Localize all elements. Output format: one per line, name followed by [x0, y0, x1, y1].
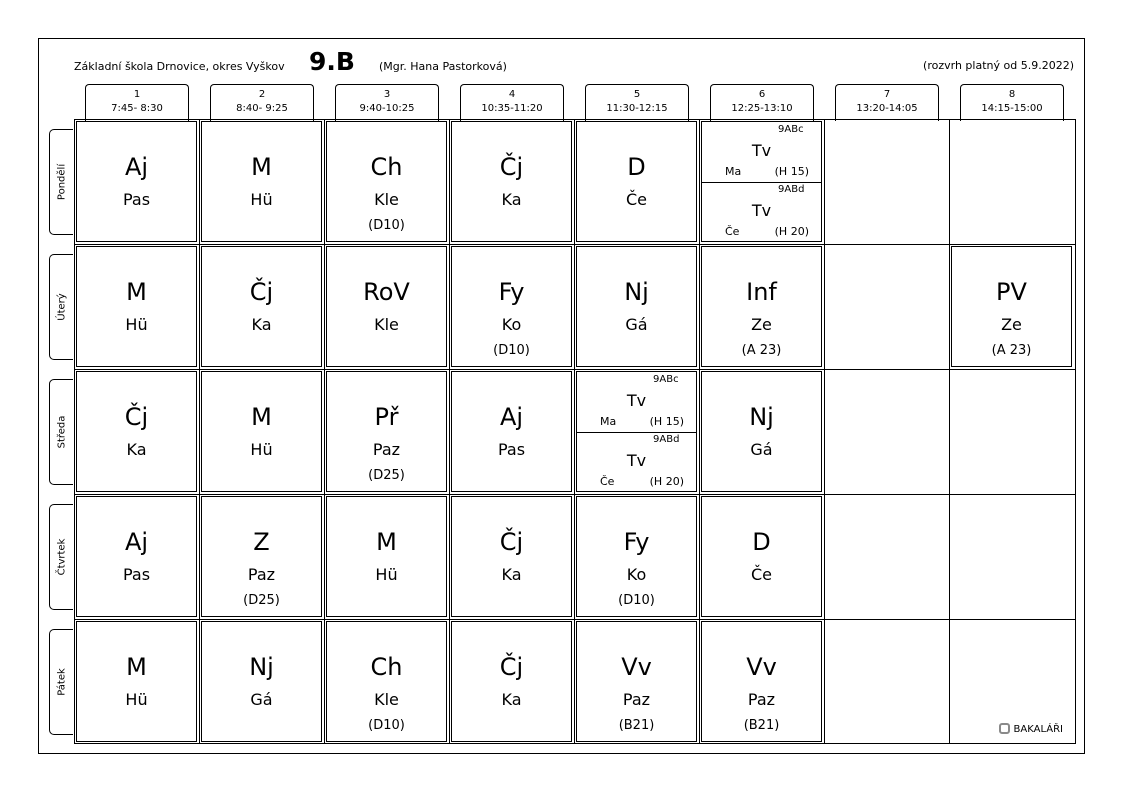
lesson-teacher: Če: [625, 190, 647, 209]
lesson-cell: [451, 121, 572, 242]
lesson-cell: [701, 246, 822, 367]
lesson-subject: Ch: [370, 153, 403, 181]
day-name: Pátek: [56, 668, 67, 696]
group-teacher: Ma: [600, 415, 617, 428]
lesson-teacher: Ka: [501, 565, 522, 584]
lesson-subject: D: [752, 528, 771, 556]
day-tab: [49, 629, 73, 735]
lesson-cell: [201, 621, 322, 742]
lesson-subject: Z: [253, 528, 270, 556]
period-time: 10:35-11:20: [481, 103, 543, 114]
lesson-subject: D: [627, 153, 646, 181]
lesson-cell: [76, 121, 197, 242]
lesson-cell: [76, 496, 197, 617]
period-number: 7: [883, 89, 891, 100]
lesson-teacher: Hü: [250, 190, 273, 209]
period-time: 13:20-14:05: [856, 103, 918, 114]
lesson-room: (D10): [368, 718, 405, 733]
group-teacher: Ma: [725, 165, 742, 178]
timetable-sheet: [38, 38, 1085, 754]
lesson-cell: [451, 246, 572, 367]
row-separator: [75, 619, 1075, 620]
lesson-subject: Aj: [124, 153, 149, 181]
day-name: Středa: [56, 415, 67, 449]
period-time: 12:25-13:10: [731, 103, 793, 114]
column-separator: [699, 120, 700, 743]
lesson-subject: Vv: [746, 653, 777, 681]
lesson-teacher: Hü: [125, 690, 148, 709]
lesson-teacher: Ka: [251, 315, 272, 334]
lesson-teacher: Kle: [374, 190, 399, 209]
lesson-cell: [326, 496, 447, 617]
group-room: (H 20): [774, 225, 809, 238]
period-tab: [335, 84, 439, 121]
lesson-cell: [451, 496, 572, 617]
period-number: 1: [133, 89, 141, 100]
period-tab: [710, 84, 814, 121]
lesson-teacher: Pas: [122, 190, 151, 209]
row-separator: [75, 494, 1075, 495]
lesson-cell: [76, 371, 197, 492]
column-separator: [449, 120, 450, 743]
period-tab: [585, 84, 689, 121]
group-room: (H 15): [774, 165, 809, 178]
column-separator: [949, 120, 950, 743]
period-number: 8: [1008, 89, 1016, 100]
lesson-room: (D10): [368, 218, 405, 233]
column-separator: [199, 120, 200, 743]
period-time: 11:30-12:15: [606, 103, 668, 114]
lesson-cell: [201, 371, 322, 492]
brand: [999, 723, 1063, 736]
lesson-subject: Nj: [249, 653, 274, 681]
lesson-teacher: Ko: [501, 315, 522, 334]
period-tab: [85, 84, 189, 121]
lesson-teacher: Paz: [747, 690, 776, 709]
lesson-room: (D10): [493, 343, 530, 358]
day-name: Pondělí: [56, 163, 67, 201]
lesson-teacher: Ze: [1001, 315, 1022, 334]
timetable-grid: [74, 119, 1076, 744]
group-teacher: Če: [725, 225, 740, 238]
lesson-cell: [451, 371, 572, 492]
lesson-teacher: Ka: [501, 690, 522, 709]
lesson-cell: [326, 371, 447, 492]
lesson-room: (A 23): [991, 343, 1032, 358]
period-number: 5: [633, 89, 641, 100]
row-separator: [75, 369, 1075, 370]
group-label: 9ABd: [778, 184, 805, 195]
lesson-teacher: Paz: [372, 440, 401, 459]
lesson-subject: Ch: [370, 653, 403, 681]
group-label: 9ABc: [778, 124, 804, 135]
lesson-subject: M: [251, 153, 272, 181]
lesson-cell: [576, 496, 697, 617]
group-label: 9ABc: [653, 374, 679, 385]
group-label: 9ABd: [653, 434, 680, 445]
day-name: Čtvrtek: [56, 538, 67, 576]
lesson-subject: Čj: [499, 528, 524, 556]
lesson-cell: [701, 371, 822, 492]
lesson-teacher: Paz: [247, 565, 276, 584]
lesson-subject: M: [126, 278, 147, 306]
class-teacher: (Mgr. Hana Pastorková): [379, 60, 507, 73]
lesson-subject: Nj: [624, 278, 649, 306]
period-number: 4: [508, 89, 516, 100]
lesson-cell: [451, 621, 572, 742]
lesson-subject: Inf: [746, 278, 777, 306]
lesson-teacher: Gá: [250, 690, 273, 709]
lesson-subject: Fy: [623, 528, 650, 556]
split-lesson-cell: [576, 371, 697, 492]
lesson-cell: [576, 246, 697, 367]
lesson-teacher: Hü: [250, 440, 273, 459]
period-time: 7:45- 8:30: [111, 103, 163, 114]
lesson-cell: [326, 246, 447, 367]
lesson-subject: Čj: [499, 153, 524, 181]
lesson-subject: Čj: [499, 653, 524, 681]
validity-note: (rozvrh platný od 5.9.2022): [923, 59, 1074, 72]
lesson-teacher: Ze: [751, 315, 772, 334]
lesson-subject: Fy: [498, 278, 525, 306]
group-subject: Tv: [626, 451, 647, 470]
lesson-teacher: Hü: [375, 565, 398, 584]
lesson-teacher: Gá: [750, 440, 773, 459]
period-number: 6: [758, 89, 766, 100]
lesson-room: (D10): [618, 593, 655, 608]
row-separator: [75, 244, 1075, 245]
group-divider: [702, 182, 821, 183]
lesson-cell: [201, 496, 322, 617]
period-tab: [210, 84, 314, 121]
period-tab: [835, 84, 939, 121]
lesson-subject: M: [126, 653, 147, 681]
lesson-cell: [326, 621, 447, 742]
school-name: Základní škola Drnovice, okres Vyškov: [74, 60, 285, 73]
lesson-subject: Př: [374, 403, 399, 431]
period-time: 14:15-15:00: [981, 103, 1043, 114]
period-number: 2: [258, 89, 266, 100]
lesson-cell: [701, 621, 822, 742]
group-teacher: Če: [600, 475, 615, 488]
lesson-room: (B21): [618, 718, 655, 733]
lesson-subject: M: [376, 528, 397, 556]
lesson-room: (B21): [743, 718, 780, 733]
bakalari-logo-icon: [999, 723, 1010, 734]
day-tab: [49, 254, 73, 360]
lesson-teacher: Paz: [622, 690, 651, 709]
lesson-teacher: Hü: [125, 315, 148, 334]
lesson-cell: [76, 246, 197, 367]
period-tab: [460, 84, 564, 121]
lesson-subject: PV: [996, 278, 1027, 306]
day-tab: [49, 129, 73, 235]
lesson-cell: [951, 246, 1072, 367]
group-subject: Tv: [751, 141, 772, 160]
period-tab: [960, 84, 1064, 121]
lesson-subject: Čj: [124, 403, 149, 431]
column-separator: [824, 120, 825, 743]
lesson-cell: [576, 121, 697, 242]
lesson-cell: [201, 121, 322, 242]
day-tab: [49, 379, 73, 485]
class-name: 9.B: [309, 47, 355, 76]
group-subject: Tv: [751, 201, 772, 220]
lesson-room: (A 23): [741, 343, 782, 358]
lesson-teacher: Če: [750, 565, 772, 584]
lesson-room: (D25): [243, 593, 280, 608]
lesson-subject: RoV: [363, 278, 410, 306]
lesson-subject: Aj: [124, 528, 149, 556]
lesson-subject: Aj: [499, 403, 524, 431]
lesson-room: (D25): [368, 468, 405, 483]
lesson-cell: [576, 621, 697, 742]
lesson-subject: Čj: [249, 278, 274, 306]
lesson-teacher: Ka: [501, 190, 522, 209]
lesson-teacher: Gá: [625, 315, 648, 334]
day-tab: [49, 504, 73, 610]
brand-name: BAKALÁŘI: [1013, 724, 1063, 735]
day-name: Úterý: [56, 293, 67, 321]
lesson-subject: Nj: [749, 403, 774, 431]
period-time: 8:40- 9:25: [236, 103, 288, 114]
lesson-teacher: Ka: [126, 440, 147, 459]
lesson-cell: [326, 121, 447, 242]
lesson-teacher: Pas: [122, 565, 151, 584]
lesson-cell: [701, 496, 822, 617]
period-number: 3: [383, 89, 391, 100]
group-subject: Tv: [626, 391, 647, 410]
lesson-subject: Vv: [621, 653, 652, 681]
group-room: (H 20): [649, 475, 684, 488]
lesson-teacher: Kle: [374, 315, 399, 334]
period-time: 9:40-10:25: [359, 103, 415, 114]
lesson-teacher: Ko: [626, 565, 647, 584]
group-divider: [577, 432, 696, 433]
lesson-cell: [201, 246, 322, 367]
column-separator: [574, 120, 575, 743]
group-room: (H 15): [649, 415, 684, 428]
lesson-cell: [76, 621, 197, 742]
lesson-teacher: Pas: [497, 440, 526, 459]
lesson-teacher: Kle: [374, 690, 399, 709]
column-separator: [324, 120, 325, 743]
split-lesson-cell: [701, 121, 822, 242]
lesson-subject: M: [251, 403, 272, 431]
